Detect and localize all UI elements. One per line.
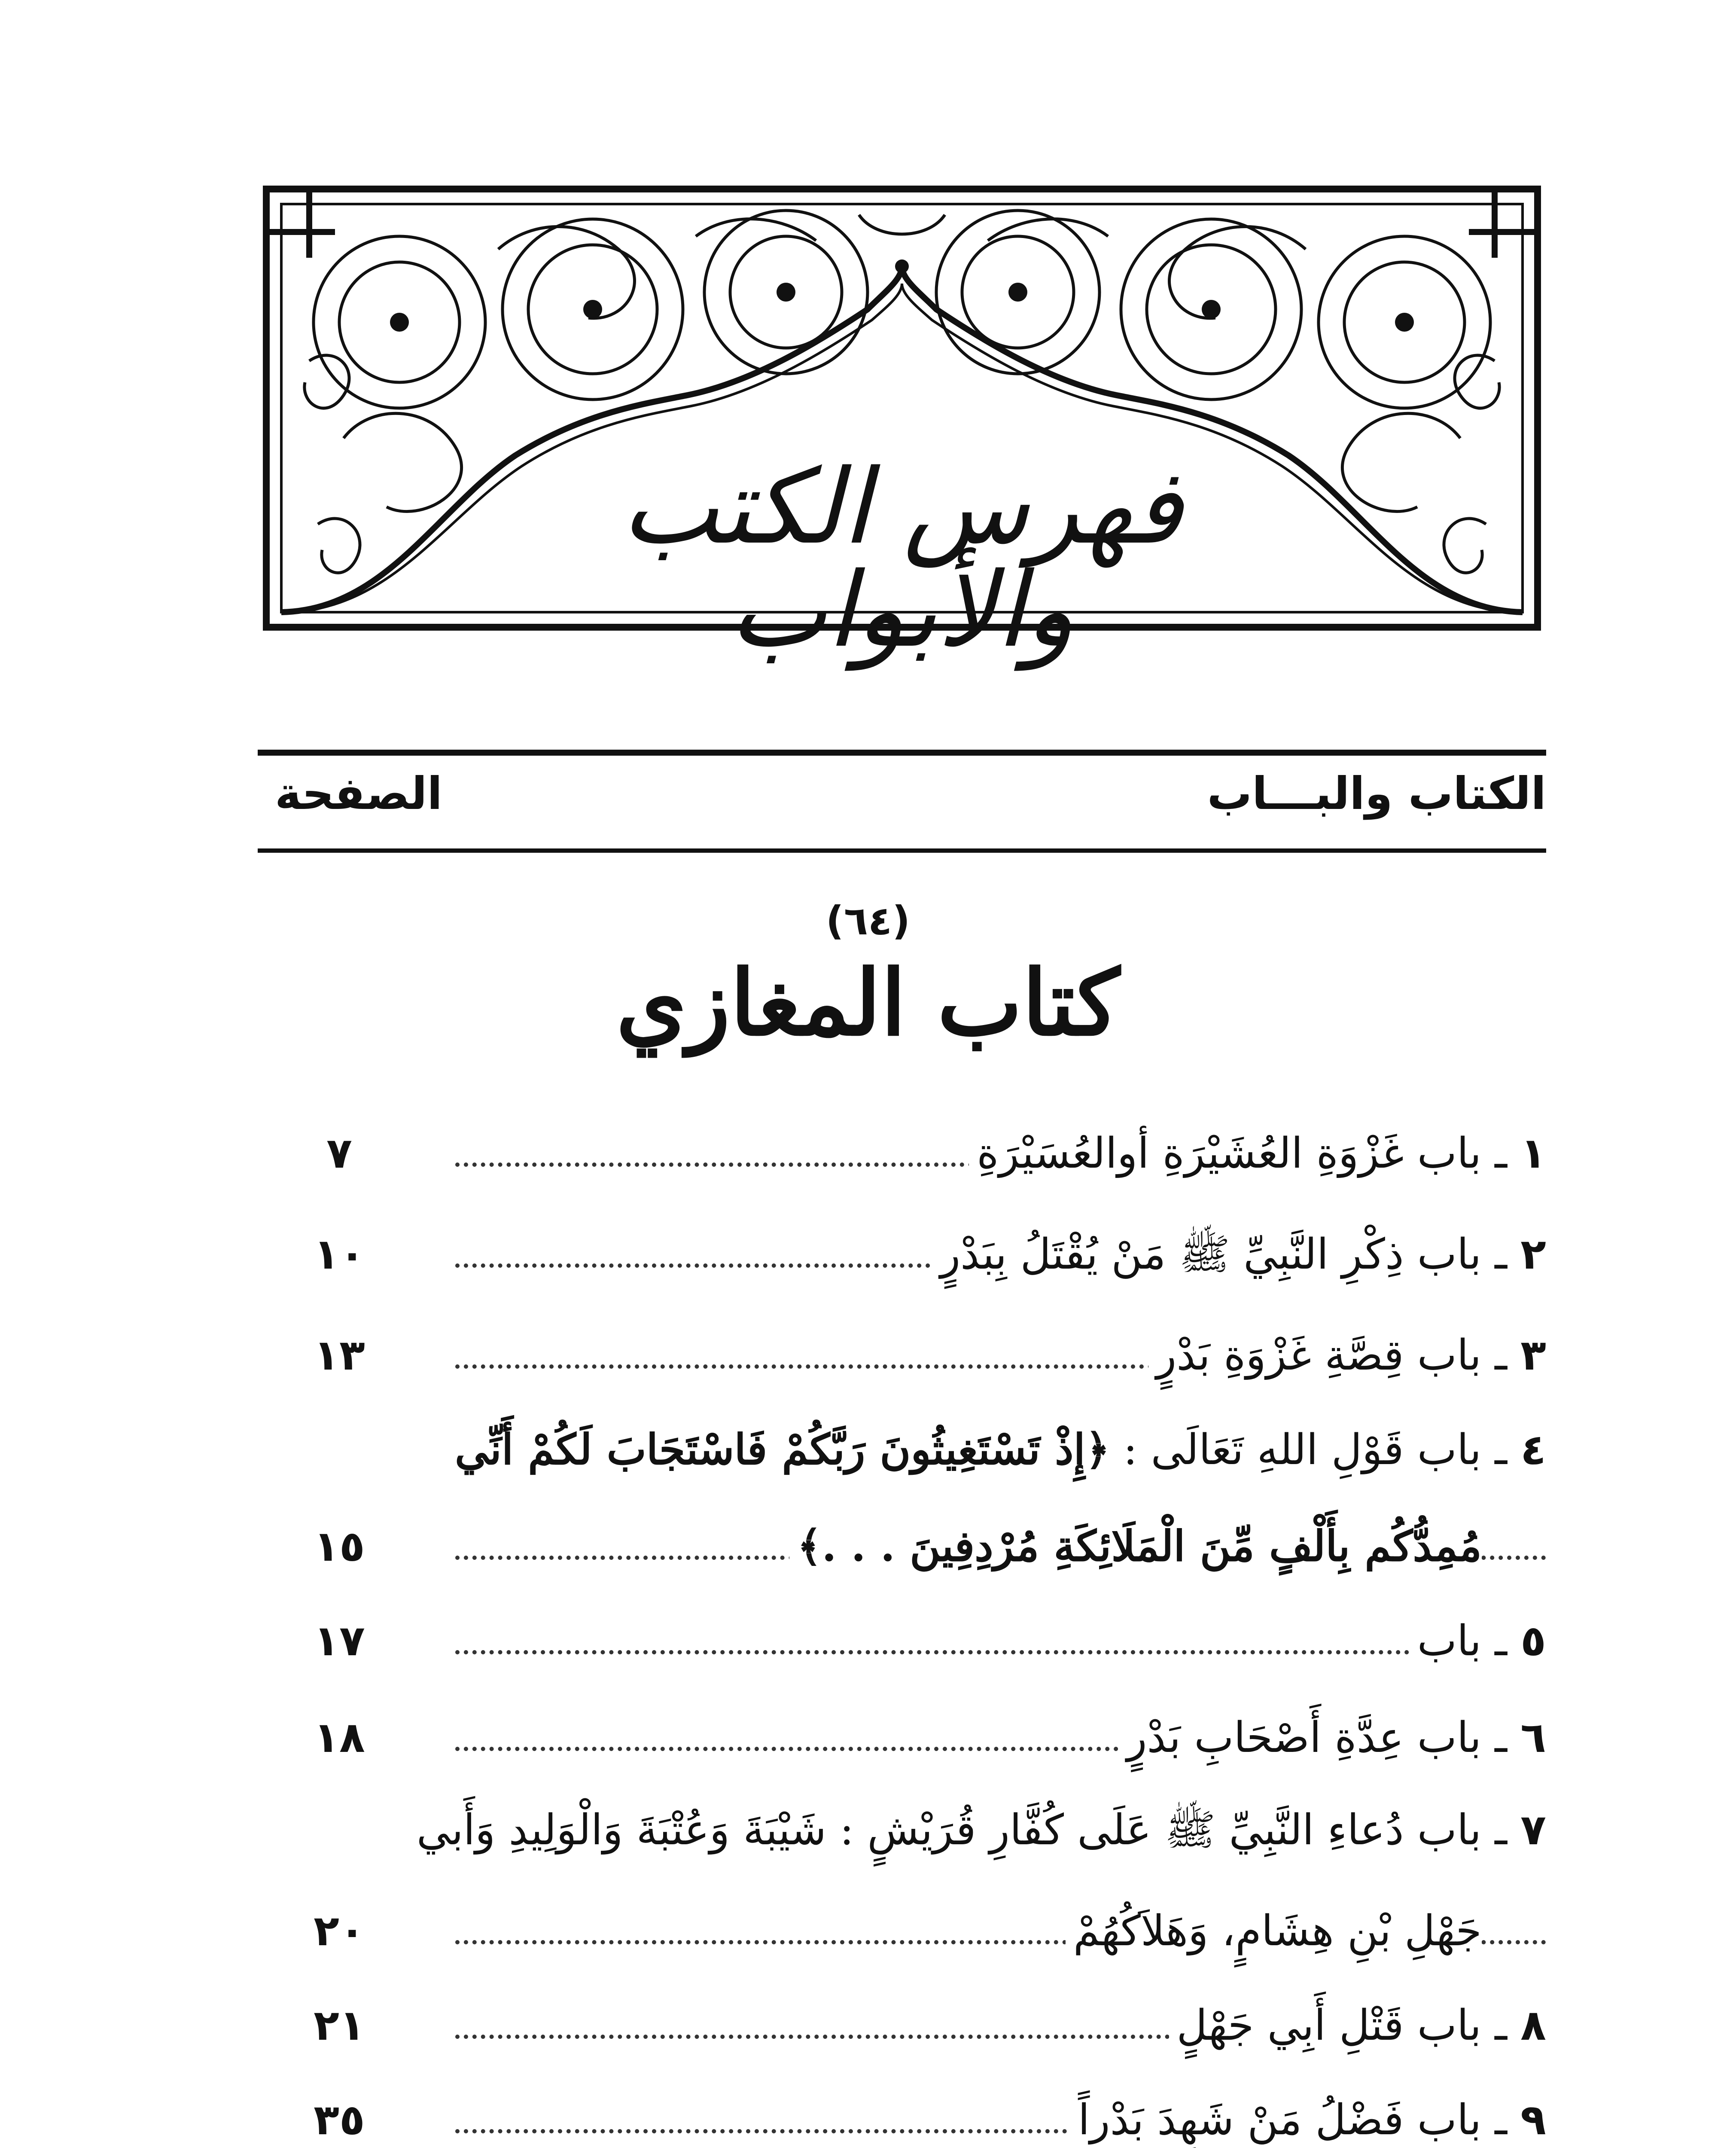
- toc-entry-label: ـ باب غَزْوَةِ العُشَيْرَةِ أوالعُسَيْرَةِ: [977, 1129, 1508, 1178]
- toc-entry-number: ٦: [1520, 1713, 1546, 1762]
- toc-entry-number: ٣: [1520, 1331, 1546, 1380]
- toc-entry-label: ـ باب عِدَّةِ أَصْحَابِ بَدْرٍ: [1127, 1713, 1508, 1762]
- leader-dots: [455, 1650, 1546, 1654]
- toc-entry-number: ٤: [1520, 1425, 1546, 1474]
- toc-entry-continuation: [275, 1899, 1546, 1963]
- toc-entry-label: ـ باب فَضْلُ مَنْ شَهِدَ بَدْراً: [1078, 2096, 1508, 2145]
- header-rule-top: [258, 750, 1546, 756]
- quran-verse-line-1: ﴿إِذْ تَسْتَغِيثُونَ رَبَّكُمْ فَاسْتَجَابَ لَكُمْ أَنِّي: [454, 1425, 1110, 1474]
- toc-entry-page: ١٧: [314, 1617, 365, 1666]
- toc-entry[interactable]: [275, 1706, 1546, 1770]
- toc-entry-continuation: [275, 1514, 1546, 1579]
- toc-entry[interactable]: [275, 1121, 1546, 1186]
- toc-entry-label: ـ باب قَتْلِ أَبِي جَهْلٍ: [1176, 2001, 1508, 2050]
- toc-entry-title: [409, 1798, 1546, 1862]
- toc-entry[interactable]: [275, 1798, 1546, 1862]
- toc-entry-title-cont: [1066, 1899, 1482, 1963]
- toc-entry-number: ٢: [1520, 1230, 1546, 1279]
- book-title: كتاب المغازي: [616, 950, 1120, 1056]
- ornament-title: فهرس الكتب والأبواب: [621, 447, 1183, 670]
- toc-entry-label: ـ باب قَوْلِ اللهِ تَعَالَى :: [1123, 1425, 1508, 1474]
- book-number: (٦٤): [825, 898, 911, 944]
- toc-entry-label-cont: جَهْلِ بْنِ هِشَامٍ، وَهَلاَكُهُمْ: [1073, 1907, 1482, 1956]
- toc-entry-title: [1070, 2088, 1546, 2148]
- toc-entry-page: ٢١: [314, 2001, 365, 2050]
- toc-entry[interactable]: [275, 1418, 1546, 1482]
- toc-entry[interactable]: [275, 1222, 1546, 1287]
- toc-entry-number: ١: [1520, 1129, 1546, 1178]
- toc-entry-number: ٨: [1520, 2001, 1546, 2050]
- toc-entry-page: ٣٥: [314, 2096, 365, 2145]
- toc-entry[interactable]: [275, 2088, 1546, 2148]
- toc-entry-page: ١٨: [314, 1713, 365, 1762]
- column-header-chapter: الكتاب والبـــاب: [1207, 767, 1546, 820]
- toc-entry-label: ـ باب دُعاءِ النَّبِيِّ ﷺ عَلَى كُفَّارِ قُرَيْشٍ : شَيْبَةَ وَعُتْبَةَ وَالْوَلِيدِ وَأَبي: [416, 1806, 1508, 1855]
- toc-entry[interactable]: [275, 1609, 1546, 1673]
- toc-entry-page: ١٣: [314, 1331, 365, 1380]
- toc-entry-page: ١٥: [314, 1522, 365, 1571]
- column-header-page: الصفحة: [275, 767, 443, 820]
- quran-verse-line-2: مُمِدُّكُم بِأَلْفٍ مِّنَ الْمَلَائِكَةِ مُرْدِفِينَ . . .﴾: [797, 1522, 1482, 1571]
- toc-entry[interactable]: [275, 1993, 1546, 2058]
- toc-entry-label: ـ باب: [1417, 1617, 1508, 1666]
- toc-entry-title: [1148, 1323, 1546, 1388]
- toc-entry-title: [1169, 1993, 1547, 2058]
- toc-entry-title: [1410, 1609, 1546, 1673]
- toc-entry-page: ١٠: [314, 1230, 365, 1279]
- toc-entry-number: ٥: [1520, 1617, 1546, 1666]
- toc-entry-page: ٧: [326, 1129, 352, 1178]
- toc-entry-page: ٢٠: [314, 1907, 365, 1956]
- toc-entry-number: ٩: [1520, 2096, 1546, 2145]
- toc-entry-title: [447, 1418, 1546, 1482]
- toc-entry-title-cont: [789, 1514, 1482, 1579]
- toc-entry[interactable]: [275, 1323, 1546, 1388]
- toc-entry-number: ٧: [1520, 1806, 1546, 1855]
- toc-entry-title: [969, 1121, 1546, 1186]
- toc-entry-label: ـ باب ذِكْرِ النَّبِيِّ ﷺ مَنْ يُقْتَلُ بِبَدْرٍ: [940, 1230, 1508, 1279]
- toc-entry-label: ـ باب قِصَّةِ غَزْوَةِ بَدْرٍ: [1156, 1331, 1508, 1380]
- toc-entry-title: [932, 1222, 1546, 1287]
- header-rule-bottom: [258, 848, 1546, 853]
- toc-entry-title: [1119, 1706, 1546, 1770]
